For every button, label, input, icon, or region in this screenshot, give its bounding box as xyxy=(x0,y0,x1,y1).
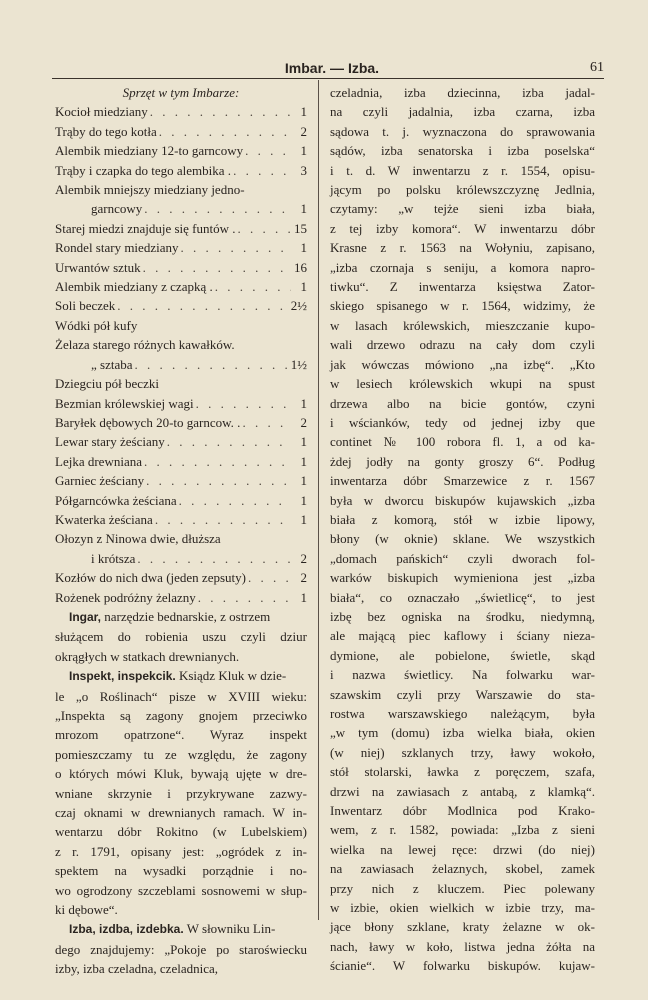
headword-inspekt: Inspekt, inspekcik. xyxy=(69,669,176,684)
inventory-item xyxy=(55,568,307,587)
right-text-line: (w niej) szklanych trzy, ławy wokoło, xyxy=(330,744,595,760)
item-name: Kwaterka żeściana xyxy=(55,511,153,527)
inventory-item xyxy=(55,102,307,121)
dot-leader xyxy=(135,355,289,374)
inventory-item xyxy=(55,549,307,568)
right-text-line: ścianie“. W folwarku biskupów. kujaw- xyxy=(330,958,595,974)
item-quantity: 2½ xyxy=(290,298,307,314)
dot-leader xyxy=(155,510,291,529)
right-text-line: warków biskupich wymieniona jest „izba xyxy=(330,570,595,586)
item-name: Urwantów sztuk xyxy=(55,259,141,275)
header-title: Imbar. — Izba. xyxy=(284,60,380,76)
item-quantity: 1 xyxy=(300,589,307,605)
inspekt-line: le „o Roślinach“ pisze w XVIII wieku: xyxy=(55,688,307,704)
right-text-line: na zawiasach żelaznych, skobel, zamek xyxy=(330,861,595,877)
item-name: Ołozyn z Ninowa dwie, dłuższa xyxy=(55,531,221,547)
item-name: Starej miedzi znajduje się funtów . xyxy=(55,220,236,236)
inventory-item xyxy=(55,588,307,607)
left-column xyxy=(55,83,307,979)
inventory-item xyxy=(55,374,307,393)
item-name: Wódki pół kufy xyxy=(55,317,138,333)
inspekt-line: wentarzu dóbr Rokitno (w Lubelskiem) xyxy=(55,824,307,840)
right-text-line: rostwa warszawskiego należącym, była xyxy=(330,706,595,721)
inventory-item xyxy=(55,471,307,490)
right-text-line: w lesiech królewskich wkupi na spust xyxy=(330,376,595,392)
ingar-line: okrągłych w statkach drewnianych. xyxy=(55,648,240,664)
inventory-item xyxy=(55,316,307,335)
right-text-line: continet № 100 robora fl. 1, a od ka- xyxy=(330,434,595,450)
right-text-line: żdej jodły na gonty groszy 6“. Podług xyxy=(330,453,595,469)
headword-ingar: Ingar, xyxy=(69,609,102,624)
right-text-line: sądowa t. j. wyznaczona do sprawowania xyxy=(330,123,595,139)
headword-izba: Izba, izdba, izdebka. xyxy=(69,922,184,937)
dot-leader xyxy=(159,122,291,141)
item-name: „ sztaba xyxy=(91,356,133,372)
item-quantity: 2 xyxy=(300,550,307,566)
item-name: Alembik miedziany z czapką . xyxy=(55,279,213,295)
inspekt-line: z r. 1791, opisany jest: „ogródek z in- xyxy=(55,843,307,859)
item-quantity: 1 xyxy=(300,473,307,489)
item-name: Trąby i czapka do tego alembika . xyxy=(55,162,232,178)
inventory-list xyxy=(55,102,307,607)
inventory-item xyxy=(55,413,307,432)
inventory-item xyxy=(55,394,307,413)
item-name: Kocioł miedziany xyxy=(55,104,148,120)
right-text xyxy=(330,83,595,976)
right-text-line: ale mającą piec kaflowy i ściany nieza- xyxy=(330,628,595,644)
item-name: Alembik miedziany 12-to garncowy xyxy=(55,143,244,159)
right-text-line: z tej izby komora“. W inwentarzu dóbr xyxy=(330,220,595,236)
inventory-item xyxy=(55,258,307,277)
inventory-item xyxy=(55,452,307,471)
right-text-line: wielka na lewej ręce: drzwi (do niej) xyxy=(330,841,595,857)
item-name: Alembik mniejszy miedziany jedno- xyxy=(55,182,245,198)
item-quantity: 1 xyxy=(300,395,307,411)
ingar-line: narzędzie bednarskie, z ostrzem xyxy=(104,608,271,624)
inspekt-text xyxy=(55,687,307,920)
right-text-line: „izba czornaja s seniju, a komora napro- xyxy=(330,259,595,275)
item-name: Bezmian królewskiej wagi xyxy=(55,395,194,411)
right-text-line: drzewa albo na bicie gontów, czyni xyxy=(330,395,595,411)
item-name: garncowy xyxy=(91,201,143,217)
inventory-item xyxy=(55,491,307,510)
item-name: Dziegciu pół beczki xyxy=(55,376,159,392)
right-text-line: w izbie, okien wielkich w izbie trzy, ma- xyxy=(330,900,595,916)
right-text-line: czytamy: „w tejże sieni izba biała, xyxy=(330,201,595,217)
right-text-line: jące błony szklane, kraty żelazne w ok- xyxy=(330,919,595,935)
item-name: Soli beczek xyxy=(55,298,116,314)
column-divider xyxy=(318,80,319,920)
inspekt-line: ki dębowe“. xyxy=(55,902,118,918)
header-rule xyxy=(52,78,604,79)
item-name: Rondel stary miedziany xyxy=(55,240,179,256)
right-text-line: szawskim czyli przy Warszawie do sta- xyxy=(330,686,595,702)
inspekt-line: spektem na wysadki porządnie i no- xyxy=(55,863,307,879)
inventory-caption: Sprzęt w tym Imbarze: xyxy=(122,85,240,100)
right-text-line: i nazwa świetlicy. Na folwarku war- xyxy=(330,667,595,683)
dot-leader xyxy=(143,258,291,277)
item-name: Kozłów do nich dwa (jeden zepsuty) xyxy=(55,570,246,586)
right-text-line: dymione, ale pobielone, świetle, skąd xyxy=(330,647,595,663)
item-name: Rożenek podróżny żelazny xyxy=(55,589,196,605)
right-text-line: biała“, co oznaczało „świetlicę“, to jest xyxy=(330,589,595,605)
item-quantity: 3 xyxy=(300,162,307,178)
inspekt-line: „Inspekta są zagony gnojem przeciwko xyxy=(55,708,307,723)
dot-leader xyxy=(180,238,291,257)
inventory-item xyxy=(55,510,307,529)
item-quantity: 1 xyxy=(300,511,307,527)
right-text-line: biała z komorą, stół w izbie lipowy, xyxy=(330,511,595,527)
item-quantity: 1 xyxy=(300,279,307,295)
item-quantity: 1½ xyxy=(290,356,307,372)
izba-line: W słowniku Lin- xyxy=(186,921,276,937)
dot-leader xyxy=(238,219,291,238)
right-text-line: stół stolarski, ławka z poręczem, szafa, xyxy=(330,764,595,780)
dot-leader xyxy=(144,199,291,218)
ingar-line: służącem do robienia uszu czyli dziur xyxy=(55,629,307,645)
right-text-line: była w dworcu biskupów kujawskich „izba xyxy=(330,492,595,508)
entry-inspekt xyxy=(55,666,307,686)
right-text-line: i wścianków, tedy od jednej izby que xyxy=(330,414,595,430)
dot-leader xyxy=(167,432,291,451)
dot-leader xyxy=(117,296,288,315)
izba-line: dego znajdujemy: „Pokoje po staroświecku xyxy=(55,941,307,957)
right-text-line: „domach pańskich“ czyli dworach fol- xyxy=(330,550,595,566)
item-name: Baryłek dębowych 20-to garncow. . xyxy=(55,414,241,430)
izba-text xyxy=(55,940,307,979)
item-name: Żelaza starego różnych kawałków. xyxy=(55,337,235,353)
inventory-item xyxy=(55,180,307,199)
inventory-item xyxy=(55,355,307,374)
entry-ingar xyxy=(55,607,307,627)
right-text-line: w lasach królewskich, mieszczanie kupo- xyxy=(330,317,595,333)
inspekt-line: Ksiądz Kluk w dzie- xyxy=(178,668,287,684)
dot-leader xyxy=(137,549,291,568)
item-name: Lewar stary żeściany xyxy=(55,434,165,450)
item-quantity: 1 xyxy=(300,104,307,120)
inventory-item xyxy=(55,219,307,238)
right-text-line: błony (w oknie) sklane. We wszystkich xyxy=(330,531,595,547)
right-text-line: skiego spisanego w r. 1564, widzimy, że xyxy=(330,298,595,314)
item-quantity: 1 xyxy=(300,201,307,217)
item-name: Półgarncówka żeściana xyxy=(55,492,177,508)
inspekt-line: wniane skrzynie i przykrywane zazwy- xyxy=(55,785,307,801)
right-text-line: inwentarza dóbr Smarzewice z r. 1567 xyxy=(330,473,595,489)
right-text-line: izbę bez ogniska na środku, niedymną, xyxy=(330,608,595,624)
right-text-line: sądów, izba senatorska i izba poselska“ xyxy=(330,143,595,159)
right-text-line: wali drzewo odrazu na cały dom czyli xyxy=(330,337,595,353)
item-quantity: 1 xyxy=(300,492,307,508)
dot-leader xyxy=(150,102,291,121)
inventory-item xyxy=(55,432,307,451)
dot-leader xyxy=(198,588,291,607)
dot-leader xyxy=(242,413,291,432)
inventory-item xyxy=(55,141,307,160)
right-text-line: wem, z r. 1582, powiada: „Izba z sieni xyxy=(330,822,595,838)
item-quantity: 2 xyxy=(300,123,307,139)
right-text-line: drzwi na zawiasach z antabą, z klamką“. xyxy=(330,783,595,799)
item-quantity: 16 xyxy=(294,259,307,275)
right-text-line: na czyli jadalnia, izba czarna, izba xyxy=(330,104,595,120)
inspekt-line: mrozom opatrzone“. Wyraz inspekt xyxy=(55,727,307,743)
right-text-line: czeladnia, izba dziecinna, izba jadal- xyxy=(330,85,595,100)
item-name: Lejka drewniana xyxy=(55,453,142,469)
dot-leader xyxy=(179,491,291,510)
dot-leader xyxy=(144,452,291,471)
dot-leader xyxy=(146,471,291,490)
inspekt-line: wo ogrodzony szczeblami sosnowemi w słup- xyxy=(55,882,307,898)
inspekt-line: o których mówi Kluk, bywają ujęte w dre- xyxy=(55,766,307,782)
dot-leader xyxy=(245,141,291,160)
inspekt-line: pomieszczamy tu ze względu, że zagony xyxy=(55,746,307,762)
right-text-line: jak wówczas mówiono „na izbę“. „Kto xyxy=(330,356,595,372)
item-name: Trąby do tego kotła xyxy=(55,123,157,139)
dot-leader xyxy=(196,394,291,413)
item-quantity: 15 xyxy=(294,220,307,236)
item-name: i krótsza xyxy=(91,550,136,566)
right-text-line: Krasne z r. 1563 na Wołyniu, zapisano, xyxy=(330,240,595,256)
inventory-item xyxy=(55,238,307,257)
right-text-line: przy nich z kluczem. Piec polewany xyxy=(330,880,595,896)
izba-line: izby, izba czeladna, czeladnica, xyxy=(55,961,218,977)
right-text-line: i t. d. W inwentarzu z r. 1554, opisu- xyxy=(330,162,595,178)
entry-izba xyxy=(55,919,307,939)
inventory-item xyxy=(55,161,307,180)
running-header xyxy=(52,58,612,78)
item-quantity: 1 xyxy=(300,143,307,159)
inventory-item xyxy=(55,335,307,354)
inventory-item xyxy=(55,296,307,315)
right-column xyxy=(330,83,595,976)
item-quantity: 1 xyxy=(300,240,307,256)
dot-leader xyxy=(233,161,291,180)
inventory-item xyxy=(55,199,307,218)
right-text-line: tiwku“. Z inwentarza księstwa Zator- xyxy=(330,279,595,295)
inventory-item xyxy=(55,122,307,141)
dot-leader xyxy=(215,277,291,296)
item-quantity: 1 xyxy=(300,434,307,450)
inventory-item xyxy=(55,277,307,296)
inspekt-line: czaj oknami w drewnianych ramach. W in- xyxy=(55,805,307,821)
item-quantity: 2 xyxy=(300,570,307,586)
right-text-line: jącym po polsku królewszczyznę Jedlnia, xyxy=(330,182,595,198)
right-text-line: Inwentarz dóbr Modlnica pod Krako- xyxy=(330,803,595,819)
right-text-line: nach, ławy w koło, listwa jedna żółta na xyxy=(330,938,595,954)
page-number: 61 xyxy=(590,60,604,75)
inventory-item xyxy=(55,529,307,548)
dot-leader xyxy=(248,568,291,587)
item-quantity: 1 xyxy=(300,453,307,469)
item-name: Garniec żeściany xyxy=(55,473,145,489)
item-quantity: 2 xyxy=(300,414,307,430)
right-text-line: „w tym (domu) izba wielka biała, okien xyxy=(330,725,595,741)
